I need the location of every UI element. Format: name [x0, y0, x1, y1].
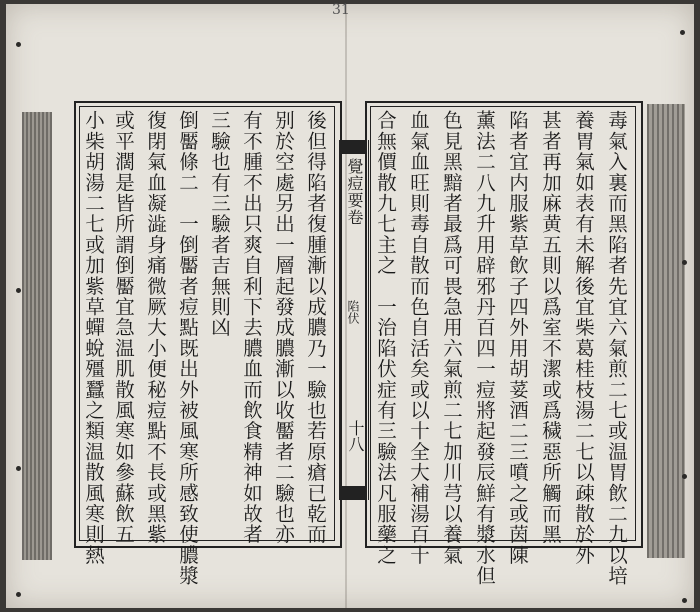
binding-hole — [682, 260, 687, 265]
binding-hole — [16, 592, 21, 597]
text-column: 養胃氣如表有未解後宜柴葛桂枝湯二七以疎散於外 — [572, 110, 595, 566]
text-column: 别於空處另出一層起發成膿漸以收靨者二驗也亦 — [272, 110, 295, 545]
text-column: 小柴胡湯二七或加紫草蟬蛻殭蠶之類温散風寒則熱 — [82, 110, 105, 566]
binding-hole — [16, 466, 21, 471]
fishtail-mark-bottom — [341, 486, 365, 500]
fold-label: 陷伏 — [346, 300, 360, 324]
text-column: 後但得陷者復腫漸以成膿乃一驗也若原瘡已乾而 — [304, 110, 327, 545]
binding-hole — [682, 474, 687, 479]
binding-hole — [16, 288, 21, 293]
text-column: 血氣血旺則毒自散而色自活矣或以十全大補湯百十 — [407, 110, 430, 566]
right-edge-smudge — [647, 104, 685, 558]
binding-hole — [682, 598, 687, 603]
text-column: 陷者宜内服紫草飲子四外用胡荽酒二三噴之或茵陳 — [506, 110, 529, 566]
binding-hole — [16, 42, 21, 47]
page-number: 十八 — [346, 420, 365, 452]
text-column: 色見黑黯者最爲可畏急用六氣煎二七加川芎以養氣 — [440, 110, 463, 566]
text-column: 復閉氣血凝澁身痛微厥大小便秘痘點不長或黑紫 — [144, 110, 167, 545]
text-column: 薰法二八九升用辟邪丹百四一痘將起發辰鮮有漿水但 — [473, 110, 496, 587]
top-mark: 31 — [332, 2, 350, 18]
text-column: 或平濶是皆所謂倒靨宜急温肌散風寒如參蘇飲五 — [112, 110, 135, 545]
fishtail-mark-top — [341, 140, 365, 154]
text-column: 毒氣入裏而黑陷者先宜六氣煎二七或温胃飲二九以培 — [605, 110, 628, 587]
book-title: 覺痘要卷 — [345, 158, 364, 226]
text-column: 三驗也有三驗者吉無則凶 — [208, 110, 231, 338]
text-column: 甚者再加麻黄五則以爲室不潔或爲穢惡所觸而黑 — [539, 110, 562, 545]
binding-hole — [680, 30, 685, 35]
text-column: 倒靨條二 一倒靨者痘點既出外被風寒所感致使膿漿 — [176, 110, 199, 587]
left-edge-smudge — [22, 112, 52, 560]
text-column: 有不腫不出只爽自利下去膿血而飲食精神如故者 — [240, 110, 263, 545]
text-column: 合無價散九七主之 一治陷伏症有三驗法凡服藥之 — [374, 110, 397, 566]
